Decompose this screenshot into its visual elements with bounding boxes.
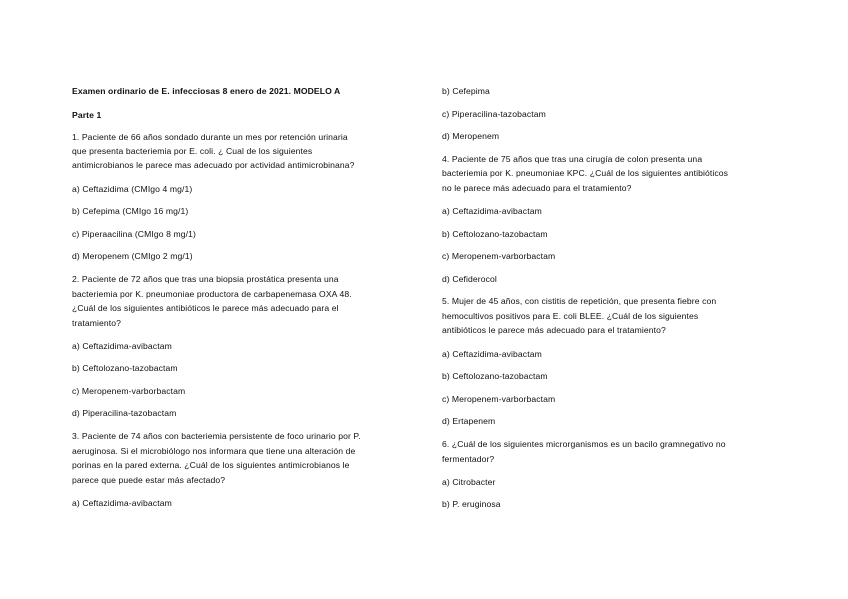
question-4-line-3: no le parece más adecuado para el tratamiento?	[442, 183, 632, 193]
question-4-option-b: b) Ceftolozano-tazobactam	[442, 229, 548, 239]
question-6-option-b: b) P. eruginosa	[442, 499, 501, 509]
question-2-option-a: a) Ceftazidima-avibactam	[72, 341, 172, 351]
question-2-line-3: ¿Cuál de los siguientes antibióticos le parece más adecuado para el	[72, 303, 339, 313]
part-heading: Parte 1	[72, 110, 102, 120]
question-2-option-d: d) Piperacilina-tazobactam	[72, 408, 177, 418]
question-6-line-2: fermentador?	[442, 454, 495, 464]
question-4-option-a: a) Ceftazidima-avibactam	[442, 206, 542, 216]
question-1-option-c: c) Piperaacilina (CMIgo 8 mg/1)	[72, 229, 196, 239]
question-3-line-1: 3. Paciente de 74 años con bacteriemia persistente de foco urinario por P.	[72, 431, 361, 441]
question-1-line-2: que presenta bacteriemia por E. coli. ¿ Cual de los siguientes	[72, 146, 313, 156]
question-1-option-b: b) Cefepima (CMIgo 16 mg/1)	[72, 206, 189, 216]
question-3-line-4: parece que puede estar más afectado?	[72, 475, 226, 485]
question-2-line-2: bacteriemia por K. pneumoniae productora de carbapenemasa OXA 48.	[72, 289, 352, 299]
question-5-line-1: 5. Mujer de 45 años, con cistitis de repetición, que presenta fiebre con	[442, 296, 717, 306]
question-2-line-4: tratamiento?	[72, 318, 121, 328]
question-3-line-3: porinas en la pared externa. ¿Cuál de los siguientes antimicrobianos le	[72, 460, 350, 470]
question-5-option-b: b) Ceftolozano-tazobactam	[442, 371, 548, 381]
question-6-option-a: a) Citrobacter	[442, 477, 496, 487]
question-3-option-d: d) Meropenem	[442, 131, 500, 141]
question-4-line-2: bacteriemia por K. pneumoniae KPC. ¿Cuál de los siguientes antibióticos	[442, 168, 729, 178]
question-1-line-1: 1. Paciente de 66 años sondado durante un mes por retención urinaria	[72, 132, 348, 142]
question-6-line-1: 6. ¿Cuál de los siguientes microrganismos es un bacilo gramnegativo no	[442, 439, 726, 449]
question-1-line-3: antimicrobianos le parece mas adecuado por actividad antimicrobinana?	[72, 160, 355, 170]
question-3-option-a: a) Ceftazidima-avibactam	[72, 498, 172, 508]
question-4-option-d: d) Cefiderocol	[442, 274, 497, 284]
question-2-option-b: b) Ceftolozano-tazobactam	[72, 363, 178, 373]
question-5-option-c: c) Meropenem-varborbactam	[442, 394, 556, 404]
question-3-option-b: b) Cefepima	[442, 86, 490, 96]
question-3-line-2: aeruginosa. Si el microbiólogo nos informara que tiene una alteración de	[72, 446, 356, 456]
exam-title: Examen ordinario de E. infecciosas 8 enero de 2021. MODELO A	[72, 86, 341, 96]
question-2-line-1: 2. Paciente de 72 años que tras una biopsia prostática presenta una	[72, 274, 339, 284]
question-4-option-c: c) Meropenem-varborbactam	[442, 251, 556, 261]
question-2-option-c: c) Meropenem-varborbactam	[72, 386, 186, 396]
question-5-option-a: a) Ceftazidima-avibactam	[442, 349, 542, 359]
question-5-option-d: d) Ertapenem	[442, 416, 496, 426]
question-5-line-3: antibióticos le parece más adecuado para el tratamiento?	[442, 325, 666, 335]
question-1-option-a: a) Ceftazidima (CMIgo 4 mg/1)	[72, 184, 193, 194]
question-5-line-2: hemocultivos positivos para E. coli BLEE. ¿Cuál de los siguientes	[442, 311, 699, 321]
question-1-option-d: d) Meropenem (CMIgo 2 mg/1)	[72, 251, 193, 261]
question-3-option-c: c) Piperacilina-tazobactam	[442, 109, 546, 119]
question-4-line-1: 4. Paciente de 75 años que tras una cirugía de colon presenta una	[442, 154, 703, 164]
